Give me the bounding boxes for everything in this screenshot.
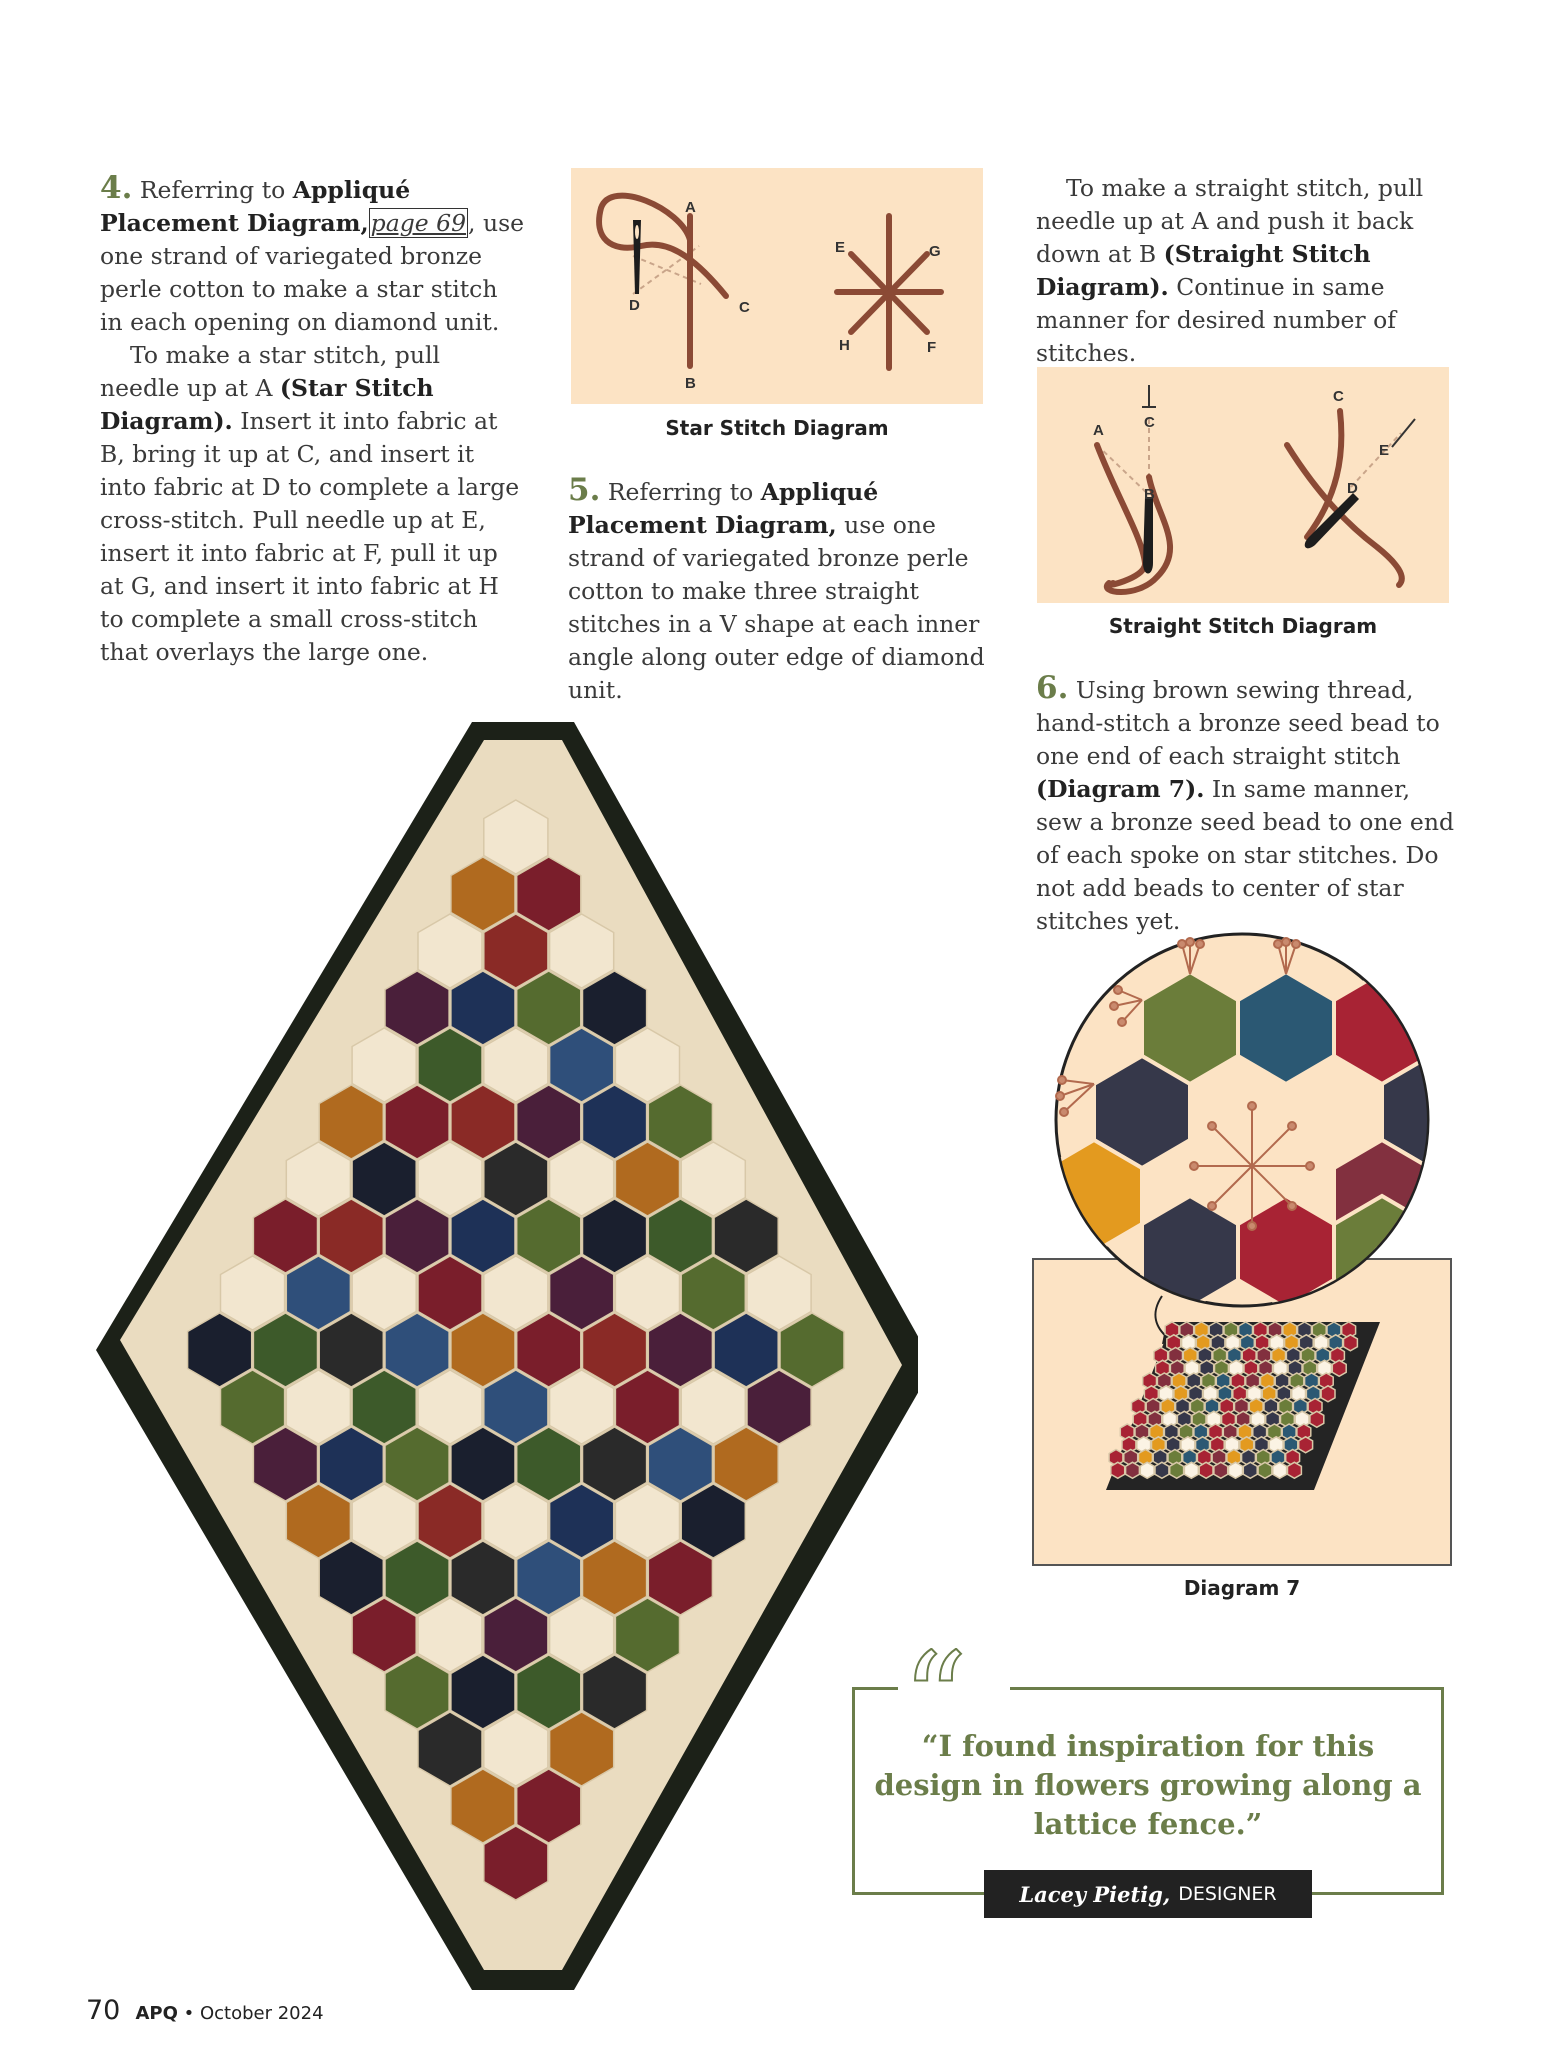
issue-date: October 2024 [199, 2003, 324, 2024]
svg-text:“: “ [902, 1648, 968, 1728]
step4-column [100, 172, 525, 669]
diagram7-color-hexagon [1332, 1360, 1346, 1376]
straight-text-a: To make a straight stitch, pull needle up at A and push it back down at B [1036, 174, 1424, 268]
diagram7-color-hexagon [1170, 1462, 1184, 1478]
diagram7-color-hexagon [1155, 1462, 1169, 1478]
diagram7-color-hexagon [1126, 1462, 1140, 1478]
straight-bold-ref: (Straight Stitch Diagram). [1036, 240, 1371, 301]
diagram7-cream-hexagon [1184, 1462, 1198, 1478]
step4-paragraph [100, 172, 525, 339]
star-stitch-diagram [571, 168, 983, 404]
step5-paragraph [568, 474, 998, 707]
label-b: B [1144, 486, 1155, 503]
diagram7-color-hexagon [1344, 1335, 1358, 1351]
designer-quote: “I found inspiration for this design in flowers growing along a lattice fence.” [874, 1729, 1422, 1841]
step6-paragraph [1036, 672, 1456, 938]
label-e: E [835, 239, 846, 256]
label-f: F [927, 339, 937, 356]
step6-text-a: Using brown sewing thread, hand-stitch a bronze seed bead to one end of each straight stitch [1036, 676, 1440, 770]
page-footer [86, 1995, 324, 2026]
step5-bold-ref: Appliqué Placement Diagram, [568, 478, 879, 539]
step6-bold-ref: (Diagram 7). [1036, 775, 1205, 803]
diagram7-color-hexagon [1288, 1462, 1302, 1478]
straight-text-c: Continue in same manner for desired number of stitches. [1036, 273, 1396, 367]
designer-name: Lacey Pietig, [1019, 1881, 1171, 1907]
step5-number: 5. [568, 472, 601, 508]
quilt-photo [88, 700, 918, 1990]
label-c: C [739, 299, 750, 316]
straight-stitch-diagram [1037, 367, 1449, 603]
star-stitch-svg [571, 168, 983, 404]
label-a: A [685, 199, 696, 216]
quote-marks-icon [898, 1648, 1010, 1728]
label-d: D [629, 297, 640, 314]
label-a: A [1093, 422, 1104, 439]
straight-stitch-caption: Straight Stitch Diagram [1108, 614, 1378, 638]
step6-column [1036, 672, 1456, 938]
label-h: H [839, 337, 850, 354]
star-text-c: Insert it into fabric at B, bring it up at C, and insert it into fabric at D to complete a large cross-stitch. Pull needle up at E, insert it into fabric at F, pull it up at G, and insert it into fabric at H to complete a small cross-stitch that overlays the large one. [100, 407, 520, 666]
step5-text-c: use one strand of variegated bronze perle cotton to make three straight stitches in a V shape at each inner angle along outer edge of diamond unit. [568, 511, 985, 704]
label-b: B [685, 375, 696, 392]
diagram7-color-hexagon [1243, 1462, 1257, 1478]
star-stitch-caption: Star Stitch Diagram [665, 416, 889, 440]
star-text-a: To make a star stitch, pull needle up at A [100, 341, 440, 402]
diagram7-color-hexagon [1199, 1462, 1213, 1478]
diagram7-caption: Diagram 7 [1183, 1576, 1301, 1600]
step6-number: 6. [1036, 670, 1069, 706]
label-g: G [929, 243, 941, 260]
step4-text-a: Referring to [139, 176, 293, 204]
diagram7-color-hexagon [1111, 1462, 1125, 1478]
page-number: 70 [86, 1995, 121, 2026]
step4-text-c: , use one strand of variegated bronze perle cotton to make a star stitch in each opening on diamond unit. [100, 209, 525, 336]
step6-text-c: In same manner, sew a bronze seed bead to one end of each spoke on star stitches. Do not add beads to center of star stitches yet. [1036, 775, 1455, 935]
star-stitch-paragraph [100, 339, 525, 669]
diagram7-cream-hexagon [1273, 1462, 1287, 1478]
label-d: D [1347, 480, 1358, 497]
designer-role: DESIGNER [1178, 1883, 1277, 1905]
diagram7-color-hexagon [1258, 1462, 1272, 1478]
diagram7-color-hexagon [1310, 1411, 1324, 1427]
diagram7-cream-hexagon [1229, 1462, 1243, 1478]
diagram7-svg [1032, 930, 1452, 1566]
star-stitch-shape [837, 216, 941, 368]
step4-bold-ref: Appliqué Placement Diagram, [100, 176, 411, 237]
diagram7-cream-hexagon [1140, 1462, 1154, 1478]
diagram7-color-hexagon [1214, 1462, 1228, 1478]
label-c-left: C [1144, 414, 1155, 431]
straight-stitch-paragraph [1036, 172, 1456, 370]
magazine-name: APQ [135, 2003, 178, 2024]
diamond-unit-thumbnail [1106, 1322, 1380, 1490]
step4-number: 4. [100, 170, 133, 206]
step5-column [568, 474, 998, 707]
footer-separator: • [177, 2003, 200, 2024]
designer-attribution [984, 1870, 1312, 1918]
diagram7-color-hexagon [1299, 1437, 1313, 1453]
diagram7-color-hexagon [1321, 1386, 1335, 1402]
straight-stitch-svg [1037, 367, 1449, 603]
step5-text-a: Referring to [607, 478, 761, 506]
label-e: E [1379, 442, 1390, 459]
star-bold-ref: (Star Stitch Diagram). [100, 374, 434, 435]
diagram-7 [1032, 930, 1452, 1566]
page-69-link[interactable]: page 69 [370, 209, 467, 237]
label-c-right: C [1333, 388, 1344, 405]
straight-stitch-intro [1036, 172, 1456, 370]
